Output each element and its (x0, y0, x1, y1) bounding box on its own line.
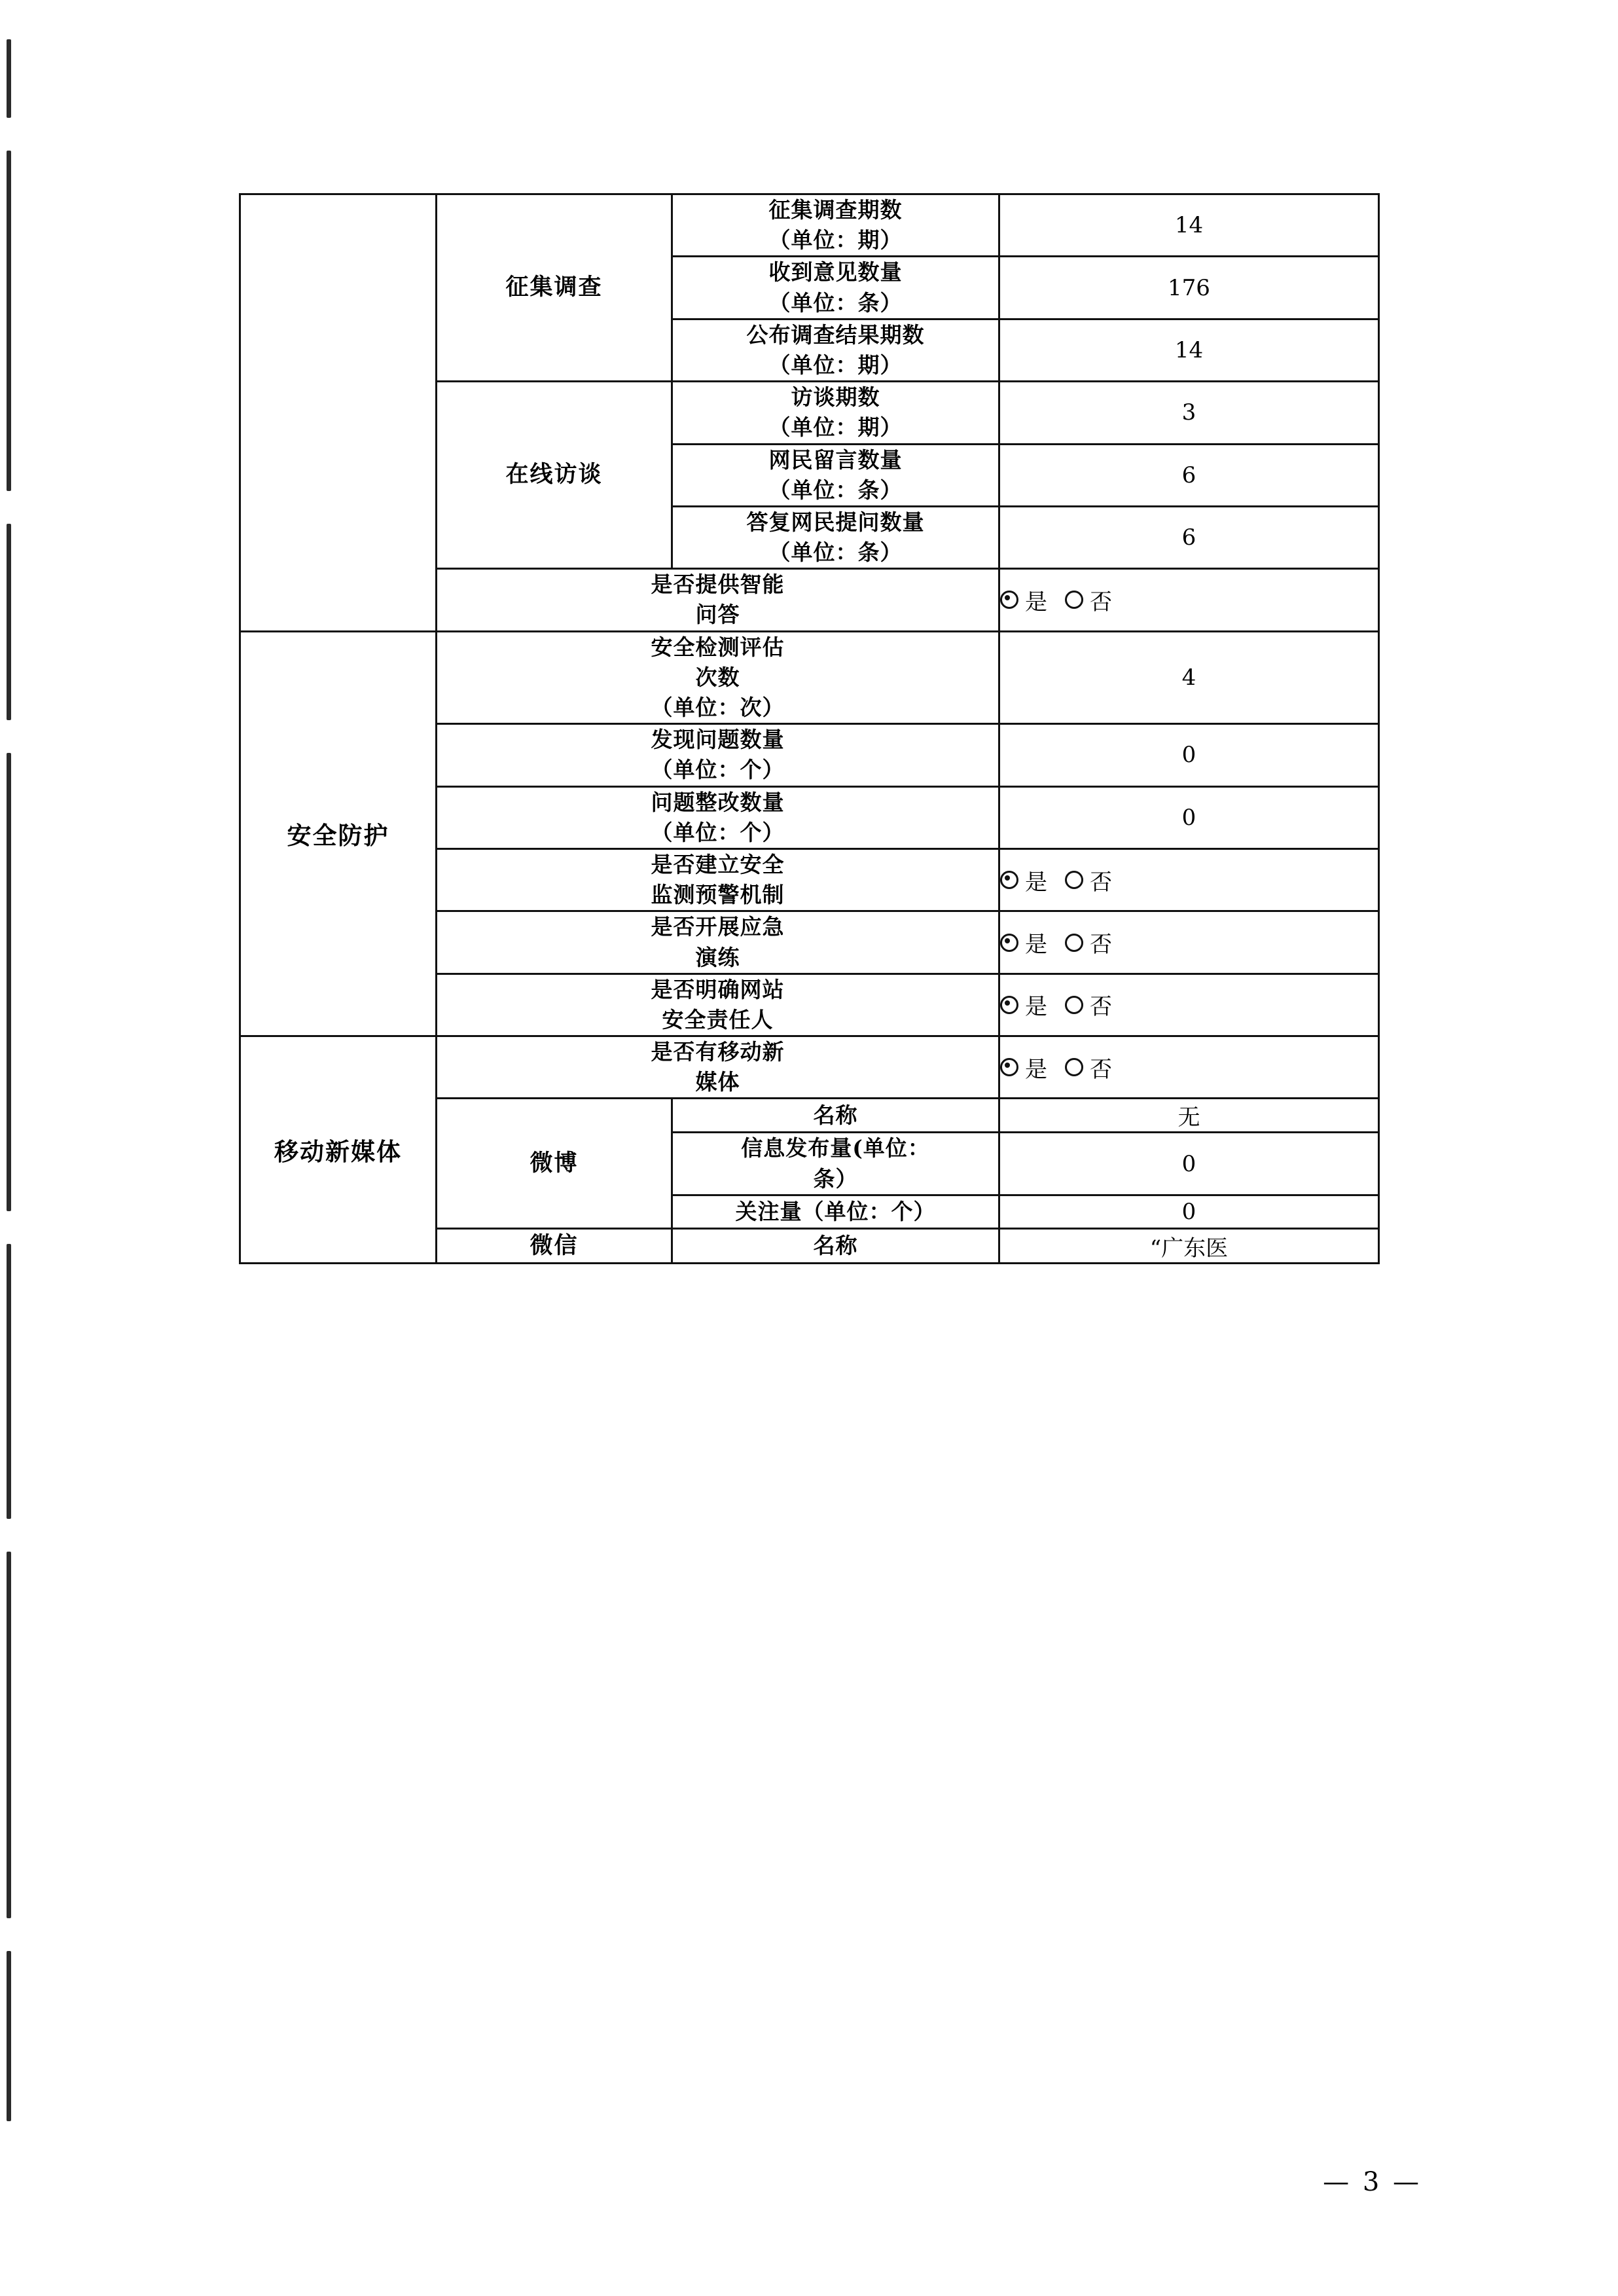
radio-dot-icon (1065, 934, 1083, 952)
radio-group-drill[interactable] (1000, 926, 1378, 958)
radio-dot-icon (1065, 871, 1083, 889)
scan-edge-mark (7, 753, 11, 1211)
radio-dot-icon (1000, 871, 1018, 889)
value-survey-issues: 14 (999, 194, 1379, 257)
item-label-person: 是否明确网站 安全责任人 (437, 974, 999, 1036)
table-row (240, 631, 1379, 724)
radio-dot-icon (1000, 591, 1018, 609)
scan-edge-mark (7, 1951, 11, 2121)
value-weibo-name: 无 (999, 1099, 1379, 1133)
value-interview-issues: 3 (999, 382, 1379, 444)
page-number: — 3 — (1323, 2167, 1422, 2197)
category-label-newmedia: 移动新媒体 (274, 1137, 402, 1167)
radio-yes-smart-qa[interactable]: 是 (1000, 584, 1048, 616)
item-label-warning: 是否建立安全 监测预警机制 (437, 848, 999, 911)
value-found: 0 (999, 724, 1379, 786)
category-cell-interaction (240, 194, 437, 632)
group-label-interview: 在线访谈 (505, 461, 603, 488)
value-replies: 6 (999, 506, 1379, 568)
radio-dot-icon (1065, 591, 1083, 609)
radio-yes-has-media[interactable]: 是 (1000, 1051, 1048, 1084)
group-label-weixin: 微信 (530, 1231, 579, 1259)
radio-cell-warning[interactable] (999, 848, 1379, 911)
table-row (240, 194, 1379, 257)
value-fixed: 0 (999, 786, 1379, 848)
radio-dot-icon (1065, 1058, 1083, 1076)
category-cell-newmedia (240, 1036, 437, 1264)
value-sec-check: 4 (999, 631, 1379, 724)
category-label-security: 安全防护 (287, 821, 389, 850)
item-label-replies: 答复网民提问数量 （单位：条） (672, 506, 999, 568)
report-form-table-container (239, 193, 1378, 1264)
item-label-found: 发现问题数量 （单位：个） (437, 724, 999, 786)
group-cell-interview (437, 382, 672, 569)
scan-edge-mark (7, 1244, 11, 1519)
scan-edge-mark (7, 151, 11, 491)
radio-group-has-media[interactable] (1000, 1051, 1378, 1084)
group-cell-weibo (437, 1099, 672, 1228)
radio-no-person[interactable]: 否 (1065, 989, 1113, 1021)
item-label-drill: 是否开展应急 演练 (437, 911, 999, 974)
radio-cell-person[interactable] (999, 974, 1379, 1036)
radio-no-smart-qa[interactable]: 否 (1065, 584, 1113, 616)
radio-dot-icon (1000, 1058, 1018, 1076)
radio-yes-drill[interactable]: 是 (1000, 926, 1048, 958)
radio-dot-icon (1000, 996, 1018, 1014)
item-label-weixin-name: 名称 (672, 1228, 999, 1264)
value-weibo-publish: 0 (999, 1133, 1379, 1195)
radio-group-smart-qa[interactable] (1000, 584, 1378, 616)
item-label-sec-check: 安全检测评估 次数 （单位：次） (437, 631, 999, 724)
radio-yes-warning[interactable]: 是 (1000, 864, 1048, 896)
value-weixin-name: “广东医 (999, 1228, 1379, 1264)
item-label-messages: 网民留言数量 （单位：条） (672, 444, 999, 506)
report-form-table (239, 193, 1380, 1264)
radio-dot-icon (1000, 934, 1018, 952)
group-label-weibo: 微博 (530, 1149, 579, 1176)
value-weibo-follow: 0 (999, 1195, 1379, 1228)
radio-cell-drill[interactable] (999, 911, 1379, 974)
group-label-survey: 征集调查 (505, 274, 603, 301)
item-label-has-media: 是否有移动新 媒体 (437, 1036, 999, 1099)
scan-edge-mark (7, 1552, 11, 1918)
table-row (240, 1036, 1379, 1099)
category-cell-security (240, 631, 437, 1036)
value-messages: 6 (999, 444, 1379, 506)
item-label-survey-issues: 征集调查期数 （单位：期） (672, 194, 999, 257)
radio-cell-has-media[interactable] (999, 1036, 1379, 1099)
item-label-fixed: 问题整改数量 （单位：个） (437, 786, 999, 848)
item-label-smart-qa: 是否提供智能 问答 (437, 569, 999, 631)
group-cell-weixin (437, 1228, 672, 1264)
item-label-weibo-name: 名称 (672, 1099, 999, 1133)
radio-no-has-media[interactable]: 否 (1065, 1051, 1113, 1084)
item-label-weibo-publish: 信息发布量(单位： 条） (672, 1133, 999, 1195)
item-label-results: 公布调查结果期数 （单位：期） (672, 319, 999, 381)
value-opinions: 176 (999, 257, 1379, 319)
item-label-interview-issues: 访谈期数 （单位：期） (672, 382, 999, 444)
radio-no-warning[interactable]: 否 (1065, 864, 1113, 896)
group-cell-survey (437, 194, 672, 382)
radio-group-warning[interactable] (1000, 864, 1378, 896)
radio-no-drill[interactable]: 否 (1065, 926, 1113, 958)
value-results: 14 (999, 319, 1379, 381)
scan-edge-mark (7, 524, 11, 720)
radio-group-person[interactable] (1000, 989, 1378, 1021)
scan-edge-mark (7, 39, 11, 118)
radio-dot-icon (1065, 996, 1083, 1014)
radio-yes-person[interactable]: 是 (1000, 989, 1048, 1021)
radio-cell-smart-qa[interactable] (999, 569, 1379, 631)
item-label-opinions: 收到意见数量 （单位：条） (672, 257, 999, 319)
item-label-weibo-follow: 关注量（单位：个） (672, 1195, 999, 1228)
